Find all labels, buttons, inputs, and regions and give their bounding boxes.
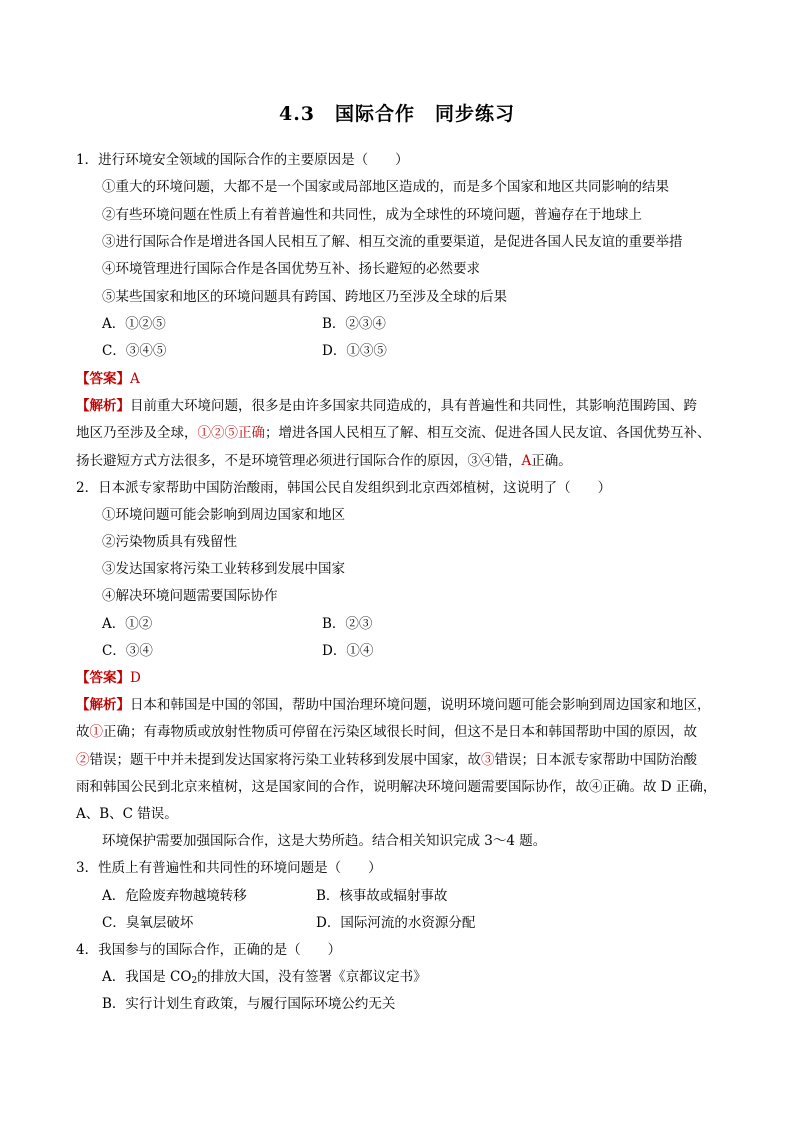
q1-analysis-line-3 xyxy=(76,451,726,471)
q2-analysis-highlight: ① xyxy=(89,724,103,740)
q1-item-4: ④环境管理进行国际合作是各国优势互补、扬长避短的必然要求 xyxy=(102,261,480,277)
q1-analysis-text: 扬长避短方式方法很多，不是环境管理必须进行国际合作的原因，③④错， xyxy=(76,453,522,469)
q2-analysis-highlight: ② xyxy=(76,752,90,768)
q2-option-c: C．③④ xyxy=(102,643,153,659)
q2-item-4: ④解决环境问题需要国际协作 xyxy=(102,588,278,604)
q2-analysis-text: 正确；有毒物质或放射性物质可停留在污染区域很长时间，但这不是日本和韩国帮助中国的原因，故 xyxy=(103,724,697,740)
q3-option-d: D．国际河流的水资源分配 xyxy=(316,915,476,931)
q2-item-2: ②污染物质具有残留性 xyxy=(102,534,237,550)
q1-analysis-line-1 xyxy=(76,396,726,416)
q4-option-a-text: 的排放大国，没有签署《京都议定书》 xyxy=(197,969,427,985)
q2-analysis-text: 错误；题干中并未提到发达国家将污染工业转移到发展中国家，故 xyxy=(89,752,481,768)
q3-option-b: B．核事故或辐射事故 xyxy=(316,888,448,904)
q3-option-a: A．危险废弃物越境转移 xyxy=(102,888,247,904)
q4-stem: 4．我国参与的国际合作，正确的是（ ） xyxy=(76,942,342,958)
q1-option-c: C．③④⑤ xyxy=(102,343,167,359)
q1-item-3: ③进行国际合作是增进各国人民相互了解、相互交流的重要渠道，是促进各国人民友谊的重要举措 xyxy=(102,234,683,250)
q2-answer-value: D xyxy=(130,670,141,686)
answer-label: 【答案】 xyxy=(76,371,130,387)
q2-analysis-line-3 xyxy=(76,750,726,770)
q1-item-2: ②有些环境问题在性质上有着普遍性和共同性，成为全球性的环境问题，普遍存在于地球上 xyxy=(102,207,642,223)
q1-analysis-line-2 xyxy=(76,423,726,443)
q4-option-a-subscript: 2 xyxy=(191,976,198,986)
q1-option-a: A．①②⑤ xyxy=(102,316,166,332)
q2-analysis-line-1 xyxy=(76,695,726,715)
q1-analysis-text: 目前重大环境问题，很多是由许多国家共同造成的，具有普遍性和共同性，其影响范围跨国、跨 xyxy=(130,398,697,414)
page-title: 4.3 国际合作 同步练习 xyxy=(278,103,516,125)
q1-item-1: ①重大的环境问题，大都不是一个国家或局部地区造成的，而是多个国家和地区共同影响的结果 xyxy=(102,179,669,195)
q1-analysis-highlight: A xyxy=(521,453,532,469)
q4-option-b: B．实行计划生育政策，与履行国际环境公约无关 xyxy=(102,996,396,1012)
q2-option-d: D．①④ xyxy=(322,643,374,659)
analysis-label: 【解析】 xyxy=(76,697,130,713)
q1-option-b: B．②③④ xyxy=(322,316,386,332)
q2-analysis-highlight: ③ xyxy=(481,752,495,768)
q2-analysis-line-2 xyxy=(76,722,726,742)
q1-analysis-text: 正确。 xyxy=(531,453,572,469)
q1-stem: 1．进行环境安全领域的国际合作的主要原因是（ ） xyxy=(76,152,409,168)
q4-option-a xyxy=(102,967,427,991)
q3-stem: 3．性质上有普遍性和共同性的环境问题是（ ） xyxy=(76,860,382,876)
q2-analysis-line-4: 雨和韩国公民到北京来植树，这是国家间的合作，说明解决环境问题需要国际协作，故④正确。故 D 正确， xyxy=(76,779,717,795)
q1-answer-value: A xyxy=(130,371,140,387)
q1-answer xyxy=(76,369,140,389)
q2-analysis-text: 故 xyxy=(76,724,90,740)
q1-analysis-highlight: ①②⑤正确 xyxy=(197,425,265,441)
answer-label: 【答案】 xyxy=(76,670,130,686)
q3-option-c: C．臭氧层破坏 xyxy=(102,915,194,931)
q2-analysis-text: 日本和韩国是中国的邻国，帮助中国治理环境问题，说明环境问题可能会影响到周边国家和地区， xyxy=(130,697,711,713)
q2-item-3: ③发达国家将污染工业转移到发展中国家 xyxy=(102,561,345,577)
q2-analysis-text: 错误；日本派专家帮助中国防治酸 xyxy=(494,752,697,768)
analysis-label: 【解析】 xyxy=(76,398,130,414)
q2-answer xyxy=(76,668,141,688)
q1-item-5: ⑤某些国家和地区的环境问题具有跨国、跨地区乃至涉及全球的后果 xyxy=(102,289,507,305)
q1-analysis-text: 地区乃至涉及全球， xyxy=(76,425,198,441)
q4-option-a-text: A．我国是 CO xyxy=(102,969,192,985)
q2-analysis-line-5: A、B、C 错误。 xyxy=(76,806,178,822)
q2-option-b: B．②③ xyxy=(322,616,373,632)
q1-option-d: D．①③⑤ xyxy=(322,343,387,359)
q2-option-a: A．①② xyxy=(102,616,153,632)
group-intro: 环境保护需要加强国际合作，这是大势所趋。结合相关知识完成 3～4 题。 xyxy=(102,833,547,849)
q2-stem: 2．日本派专家帮助中国防治酸雨，韩国公民自发组织到北京西郊植树，这说明了（ ） xyxy=(76,480,612,496)
q1-analysis-text: ；增进各国人民相互了解、相互交流、促进各国人民友谊、各国优势互补、 xyxy=(265,425,711,441)
q2-item-1: ①环境问题可能会影响到周边国家和地区 xyxy=(102,507,345,523)
